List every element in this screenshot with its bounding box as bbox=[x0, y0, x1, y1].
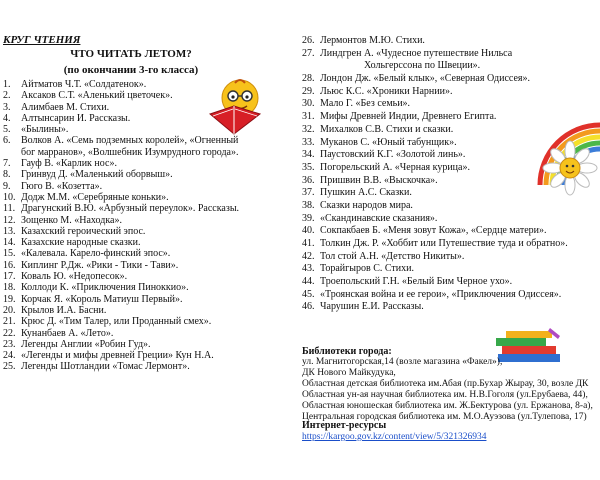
item-text: Хольгерссона по Швеции». bbox=[364, 60, 481, 72]
item-number: 26. bbox=[302, 35, 315, 46]
item-number: 8. bbox=[3, 169, 11, 181]
item-number: 39. bbox=[302, 212, 315, 224]
item-number: 14. bbox=[3, 237, 16, 249]
library-line: Областная детская библиотека им.Абая (пр.Бухар Жырау, 30, возле ДК bbox=[302, 378, 589, 389]
item-text: Коллоди К. «Приключения Пиноккио». bbox=[21, 282, 189, 294]
right-column bbox=[298, 0, 600, 480]
item-number: 43. bbox=[302, 263, 315, 275]
item-text: Кунанбаев А. «Лето». bbox=[21, 327, 114, 339]
item-text: Мифы Древней Индии, Древнего Египта. bbox=[320, 111, 497, 123]
item-text: Корчак Я. «Король Матиуш Первый». bbox=[21, 293, 183, 305]
book-list-item bbox=[302, 251, 600, 264]
book-list-item bbox=[302, 213, 600, 226]
item-text: Погорельский А. «Черная курица». bbox=[320, 161, 470, 173]
page-heading: ЧТО ЧИТАТЬ ЛЕТОМ? bbox=[70, 48, 192, 60]
book-list-item bbox=[302, 289, 600, 302]
book-list-item bbox=[3, 158, 293, 169]
item-number: 29. bbox=[302, 85, 315, 97]
smiley-reading-icon bbox=[204, 76, 266, 138]
item-text: Линдгрен А. «Чудесное путешествие Нильса bbox=[320, 47, 513, 59]
item-text: Пушкин А.С. Сказки. bbox=[320, 187, 412, 199]
book-list-item bbox=[302, 35, 600, 48]
item-text: Толкин Дж. Р. «Хоббит или Путешествие туда и обратно». bbox=[320, 238, 568, 250]
item-number: 10. bbox=[3, 191, 16, 203]
item-number: 32. bbox=[302, 123, 315, 135]
item-text: Гауф В. «Карлик нос». bbox=[21, 158, 117, 170]
item-text: Сказки народов мира. bbox=[320, 199, 413, 211]
item-number: 3. bbox=[3, 101, 11, 113]
item-number: 21. bbox=[3, 316, 16, 328]
item-text: Лермонтов М.Ю. Стихи. bbox=[320, 35, 425, 46]
item-number: 45. bbox=[302, 288, 315, 300]
item-number: 4. bbox=[3, 112, 11, 124]
libraries-list bbox=[302, 357, 593, 422]
item-number: 1. bbox=[3, 79, 11, 90]
item-number: 11. bbox=[3, 203, 16, 215]
item-number: 38. bbox=[302, 199, 315, 211]
library-line: Центральная городская библиотека им. М.О.Ауэзова (ул.Тулепова, 17) bbox=[302, 411, 587, 422]
item-number: 6. bbox=[3, 135, 11, 147]
item-number: 7. bbox=[3, 158, 11, 170]
item-text: Зощенко М. «Находка». bbox=[21, 214, 122, 226]
book-list-item bbox=[3, 361, 293, 372]
book-list-item bbox=[3, 192, 293, 203]
book-list-item bbox=[3, 294, 293, 305]
item-text: Муканов С. «Юный табунщик». bbox=[320, 136, 457, 148]
item-number: 41. bbox=[302, 238, 315, 250]
item-number: 20. bbox=[3, 304, 16, 316]
item-text: Драгунский В.Ю. «Арбузный переулок». Рассказы. bbox=[21, 203, 240, 215]
book-list-item bbox=[302, 200, 600, 213]
book-list-item bbox=[3, 271, 293, 282]
library-line: ул. Магнитогорская,14 (возле магазина «Факел»), bbox=[302, 357, 503, 367]
book-list-item bbox=[302, 98, 600, 111]
item-text: Михалков С.В. Стихи и сказки. bbox=[320, 123, 454, 135]
item-text: Крюс Д. «Тим Талер, или Проданный смех». bbox=[21, 316, 212, 328]
item-text: Чарушин Е.И. Рассказы. bbox=[320, 301, 424, 313]
book-list-item bbox=[302, 225, 600, 238]
item-number: 35. bbox=[302, 161, 315, 173]
page-subheading: (по окончании 3-го класса) bbox=[63, 64, 199, 76]
item-text: «Скандинавские сказания». bbox=[320, 212, 438, 224]
item-number: 2. bbox=[3, 90, 11, 102]
item-text: Пришвин В.В. «Выскочка». bbox=[320, 174, 438, 186]
book-list-item bbox=[3, 203, 293, 214]
item-text: бог марранов», «Волшебник Изумрудного города». bbox=[21, 146, 239, 158]
book-list-item bbox=[302, 263, 600, 276]
item-text: Паустовский К.Г. «Золотой линь». bbox=[320, 149, 466, 161]
item-number: 44. bbox=[302, 276, 315, 288]
item-number: 30. bbox=[302, 98, 315, 110]
book-list-item bbox=[3, 316, 293, 327]
item-text: «Легенды и мифы древней Греции» Кун Н.А. bbox=[21, 350, 214, 362]
item-number: 5. bbox=[3, 124, 11, 136]
item-text: «Былины». bbox=[21, 124, 69, 136]
item-number: 37. bbox=[302, 187, 315, 199]
item-text: Казахский героический эпос. bbox=[21, 225, 146, 237]
item-text: Легенды Англии «Робин Гуд». bbox=[21, 338, 151, 350]
book-list-item bbox=[3, 226, 293, 237]
item-number: 12. bbox=[3, 214, 16, 226]
item-number: 31. bbox=[302, 111, 315, 123]
item-text: Торайгыров С. Стихи. bbox=[320, 263, 414, 275]
item-number: 18. bbox=[3, 282, 16, 294]
item-text: Казахские народные сказки. bbox=[21, 237, 141, 249]
item-text: Троепольский Г.Н. «Белый Бим Черное ухо». bbox=[320, 276, 513, 288]
book-list-item bbox=[3, 339, 293, 350]
item-text: Волков А. «Семь подземных королей», «Огненный bbox=[21, 135, 239, 147]
item-number: 19. bbox=[3, 293, 16, 305]
item-text: «Троянская война и ее герои», «Приключения Одиссея». bbox=[320, 288, 562, 300]
book-list-item bbox=[3, 282, 293, 293]
item-number: 42. bbox=[302, 250, 315, 262]
item-number: 9. bbox=[3, 180, 11, 192]
item-text: Льюс К.С. «Хроники Нарнии». bbox=[320, 85, 453, 97]
item-text: Легенды Шотландии «Томас Лермонт». bbox=[21, 361, 190, 373]
item-text: «Калевала. Карело-финский эпос». bbox=[21, 248, 171, 260]
book-list-item bbox=[3, 328, 293, 339]
book-list-item bbox=[3, 135, 293, 158]
item-text: Тол стой А.Н. «Детство Никиты». bbox=[320, 250, 465, 262]
item-number: 23. bbox=[3, 338, 16, 350]
item-number: 27. bbox=[302, 47, 315, 59]
item-text: Коваль Ю. «Недопесок». bbox=[21, 271, 128, 283]
item-number: 15. bbox=[3, 248, 16, 260]
item-text: Айтматов Ч.Т. «Солдатенок». bbox=[21, 79, 147, 90]
item-text: Гринвуд Д. «Маленький оборвыш». bbox=[21, 169, 173, 181]
left-column bbox=[0, 0, 296, 480]
item-number: 22. bbox=[3, 327, 16, 339]
daisy-rainbow-icon bbox=[530, 120, 600, 200]
internet-heading: Интернет-ресурсы bbox=[302, 420, 387, 431]
book-list-item bbox=[3, 181, 293, 192]
item-number: 33. bbox=[302, 136, 315, 148]
book-list-item bbox=[3, 350, 293, 361]
library-line: Областная ун-ая научная библиотека им. Н.В.Гоголя (ул.Ерубаева, 44), bbox=[302, 389, 588, 400]
library-line: ДК Нового Майкудука, bbox=[302, 367, 396, 378]
item-text: Сокпакбаев Б. «Меня зовут Кожа», «Сердце матери». bbox=[320, 225, 547, 237]
item-number: 36. bbox=[302, 174, 315, 186]
item-text: Гюго В. «Козетта». bbox=[21, 180, 103, 192]
item-text: Аксаков С.Т. «Аленький цветочек». bbox=[21, 90, 173, 102]
item-text: Мало Г. «Без семьи». bbox=[320, 98, 411, 110]
book-list-item bbox=[3, 248, 293, 259]
book-list-item bbox=[3, 305, 293, 316]
item-number: 25. bbox=[3, 361, 16, 373]
item-number: 17. bbox=[3, 271, 16, 283]
item-number: 24. bbox=[3, 350, 16, 362]
item-number: 28. bbox=[302, 73, 315, 85]
libraries-heading: Библиотеки города: bbox=[302, 346, 392, 357]
internet-link[interactable]: https://kargoo.gov.kz/content/view/5/321326934 bbox=[302, 432, 487, 442]
item-number: 16. bbox=[3, 259, 16, 271]
item-text: Киплинг Р.Дж. «Рики - Тики - Тави». bbox=[21, 259, 179, 271]
book-list-item bbox=[302, 73, 600, 86]
library-line: Областная юношеская библиотека им. Ж.Бектурова (ул. Ержанова, 8-а), bbox=[302, 400, 593, 411]
circle-title: КРУГ ЧТЕНИЯ bbox=[3, 34, 81, 46]
book-list-item bbox=[302, 276, 600, 289]
book-list-item bbox=[302, 238, 600, 251]
book-list-item bbox=[3, 215, 293, 226]
item-number: 34. bbox=[302, 149, 315, 161]
book-list-item bbox=[302, 48, 600, 73]
item-number: 40. bbox=[302, 225, 315, 237]
item-text: Лондон Дж. «Белый клык», «Северная Одиссея». bbox=[320, 73, 531, 85]
item-text: Додж М.М. «Серебряные коньки». bbox=[21, 191, 169, 203]
book-list-item bbox=[302, 86, 600, 99]
item-text: Алтынсарин И. Рассказы. bbox=[21, 112, 131, 124]
book-list-item bbox=[302, 301, 600, 314]
item-number: 46. bbox=[302, 301, 315, 313]
book-list-item bbox=[3, 260, 293, 271]
item-text: Алимбаев М. Стихи. bbox=[21, 101, 110, 113]
book-list-item bbox=[3, 169, 293, 180]
item-number: 13. bbox=[3, 225, 16, 237]
book-list-item bbox=[3, 237, 293, 248]
item-text: Крылов И.А. Басни. bbox=[21, 304, 107, 316]
